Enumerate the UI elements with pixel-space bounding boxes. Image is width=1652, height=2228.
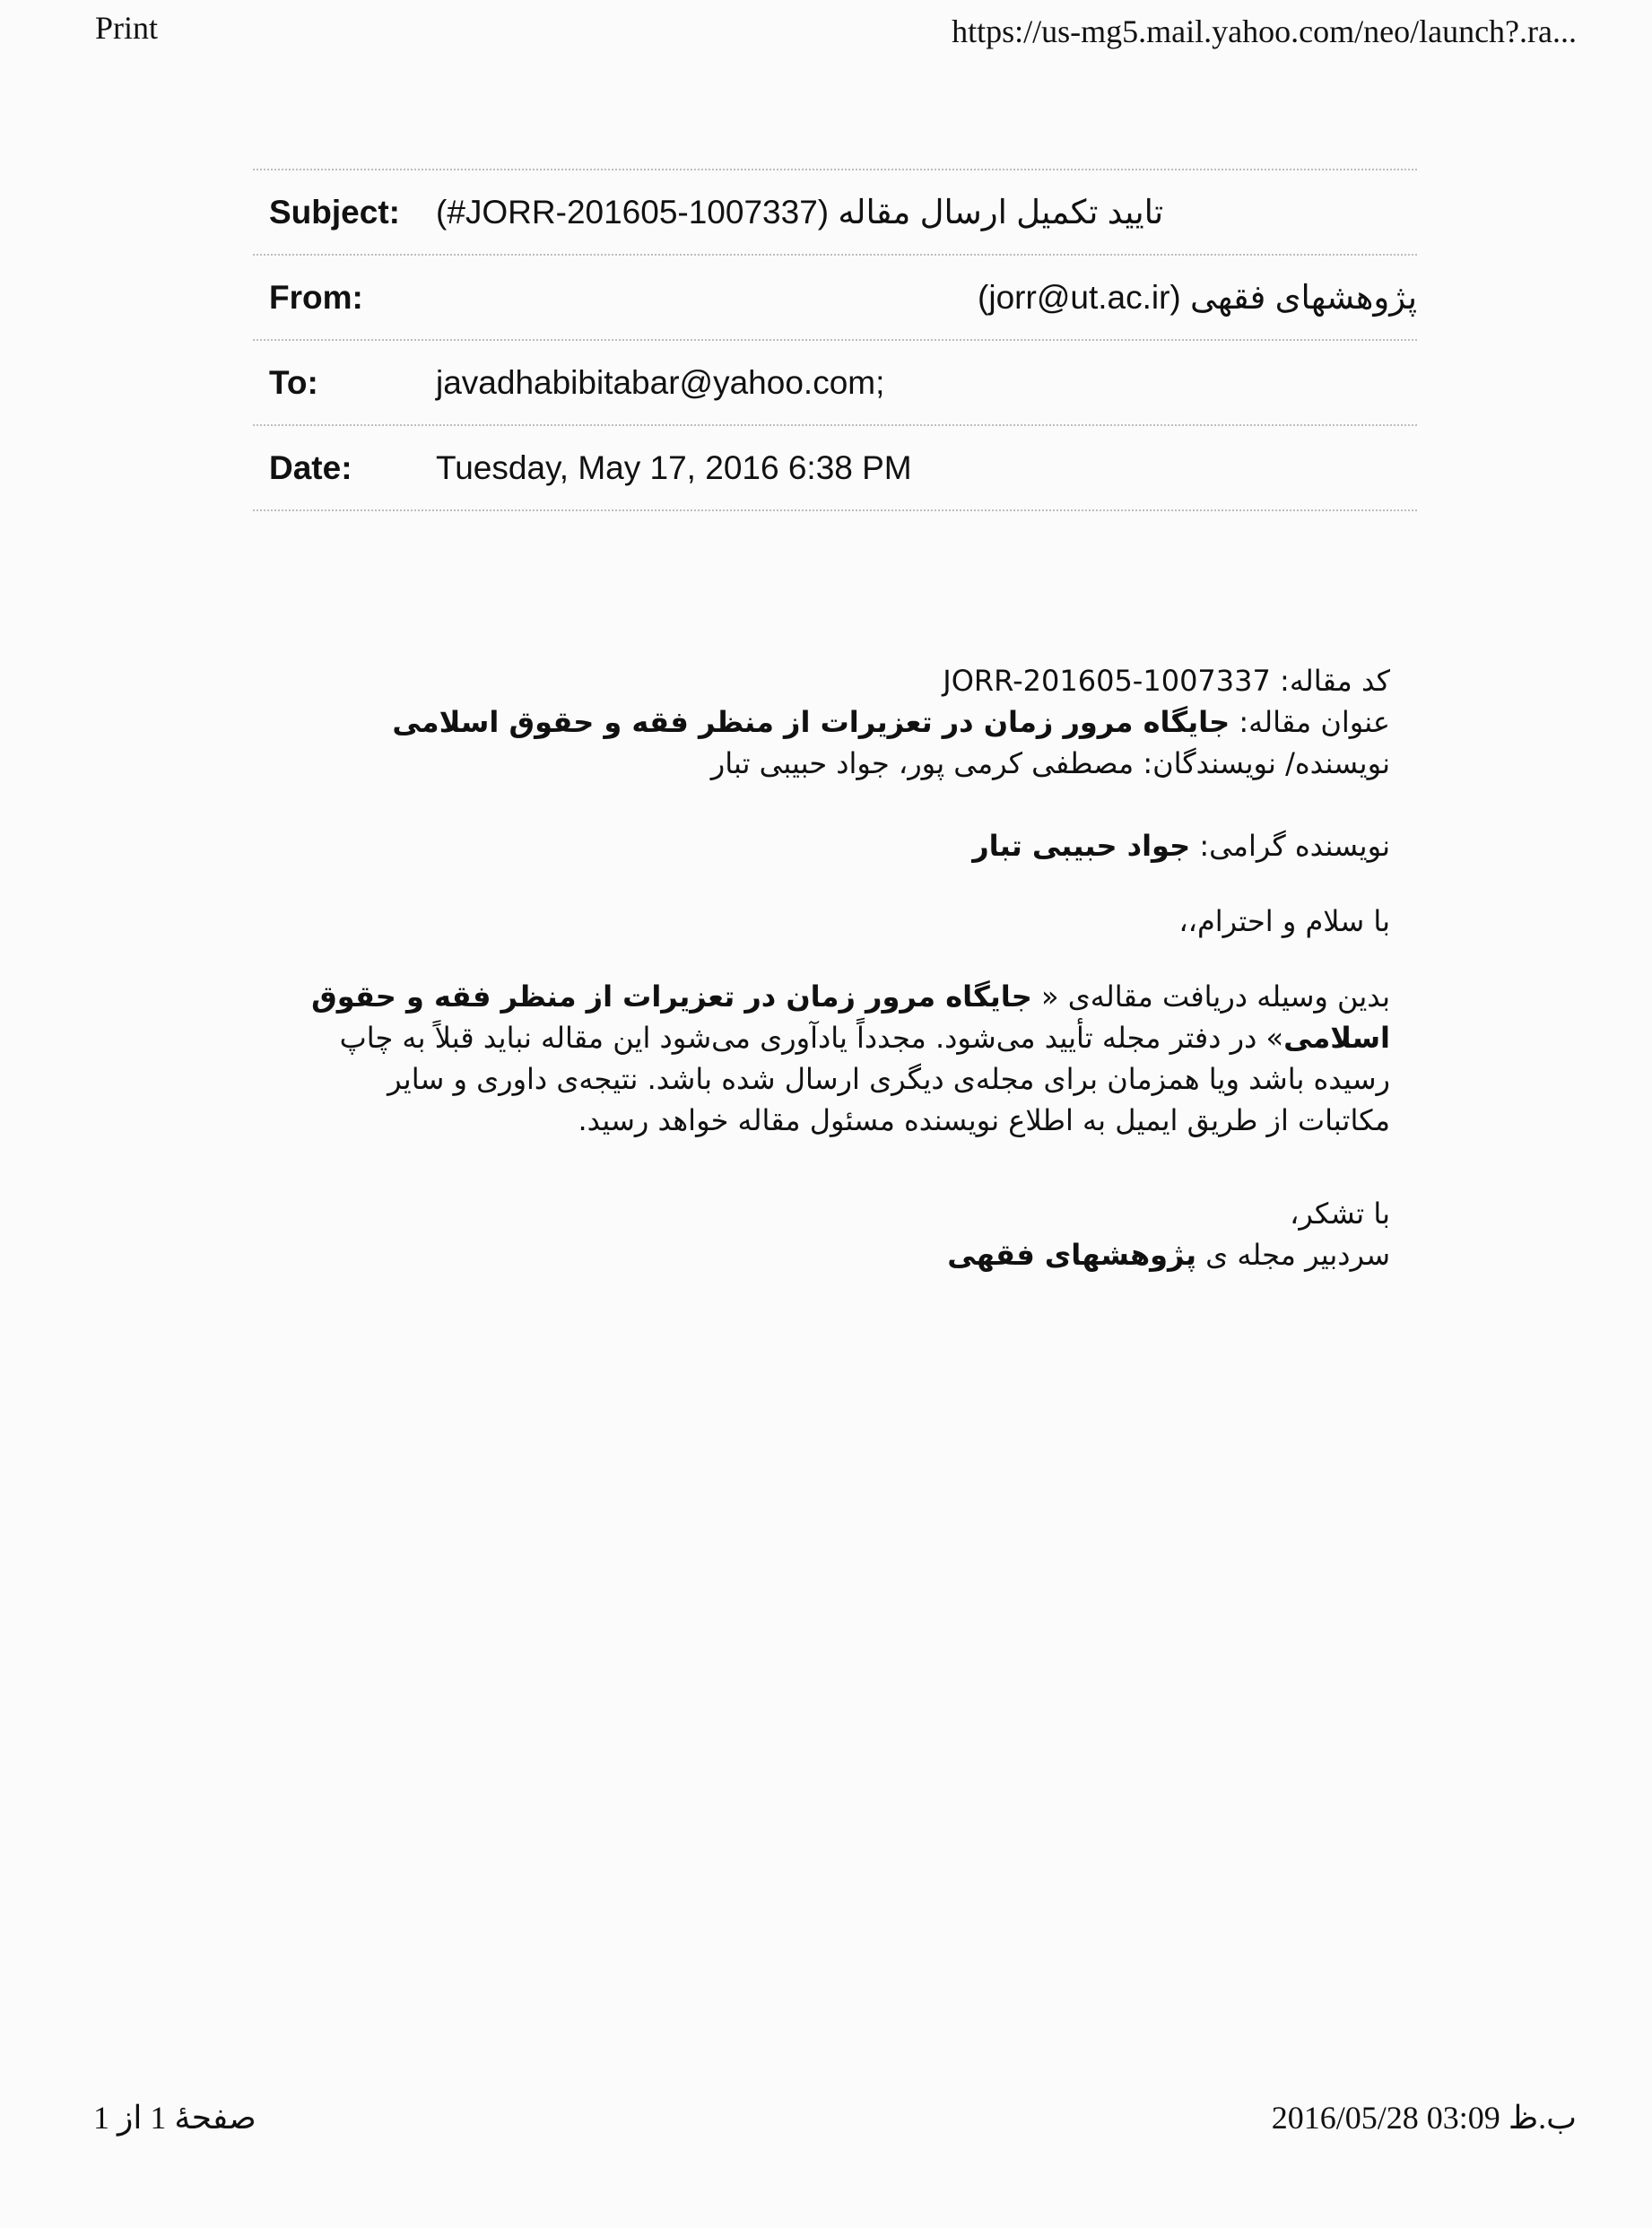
print-timestamp: ب.ظ 03:09 2016/05/28: [1271, 2100, 1577, 2136]
article-code-label: کد مقاله:: [1270, 664, 1390, 698]
from-row: [253, 254, 1417, 339]
article-code-value: JORR-201605-1007337: [943, 664, 1271, 698]
dear-author-line: [296, 825, 1390, 866]
confirmation-paragraph: [296, 976, 1390, 1141]
article-code-line: [296, 660, 1390, 701]
dear-author-label: نویسنده گرامی:: [1190, 829, 1390, 863]
article-title-label: عنوان مقاله:: [1230, 705, 1390, 739]
subject-label: Subject:: [269, 193, 400, 231]
signature-journal: پژوهشهای فقهی: [947, 1238, 1196, 1272]
subject-value: (#JORR-201605-1007337) تایید تکمیل ارسال مقاله: [436, 194, 1164, 231]
subject-row: [253, 169, 1417, 254]
email-body: [296, 660, 1390, 1275]
to-label: To:: [269, 363, 318, 401]
email-header: [253, 169, 1417, 511]
print-label: Print: [95, 10, 159, 46]
from-label: From:: [269, 278, 363, 316]
article-title-value: جایگاه مرور زمان در تعزیرات از منظر فقه و حقوق اسلامی: [392, 705, 1230, 739]
to-value: javadhabibitabar@yahoo.com;: [436, 363, 885, 401]
date-value: Tuesday, May 17, 2016 6:38 PM: [436, 448, 912, 486]
page-number: صفحهٔ 1 از 1: [93, 2100, 256, 2136]
to-row: [253, 339, 1417, 424]
paragraph-start: بدین وسیله دریافت مقاله‌ی «: [1031, 979, 1390, 1014]
article-title-line: [296, 701, 1390, 743]
authors-line: نویسنده/ نویسندگان: مصطفی کرمی پور، جواد حبیبی تبار: [710, 746, 1390, 780]
date-label: Date:: [269, 448, 352, 486]
paragraph-rest: » در دفتر مجله تأیید می‌شود. مجدداً یادآوری می‌شود این مقاله نباید قبلاً به چاپ رسیده باشد ویا همزمان برای مجله‌ی دیگری ارسال شده باشد. نتیجه‌ی داوری و سایر مکاتبات از طریق ایمیل به اطلاع نویسنده مسئول مقاله خواهد رسید.: [339, 1021, 1390, 1137]
dear-author-name: جواد حبیبی تبار: [972, 829, 1191, 863]
signature-prefix: سردبیر مجله ی: [1196, 1238, 1390, 1272]
date-row: [253, 424, 1417, 511]
paragraph-article-title: جایگاه مرور زمان در تعزیرات از منظر فقه و حقوق اسلامی: [311, 979, 1390, 1055]
signature-line: [296, 1234, 1390, 1275]
page-url: https://us-mg5.mail.yahoo.com/neo/launch?.ra...: [952, 13, 1577, 49]
greeting-line: با سلام و احترام،،: [1178, 904, 1390, 938]
thanks-line: با تشکر،: [1290, 1197, 1390, 1231]
from-value: پژوهشهای فقهی (jorr@ut.ac.ir): [978, 279, 1417, 316]
